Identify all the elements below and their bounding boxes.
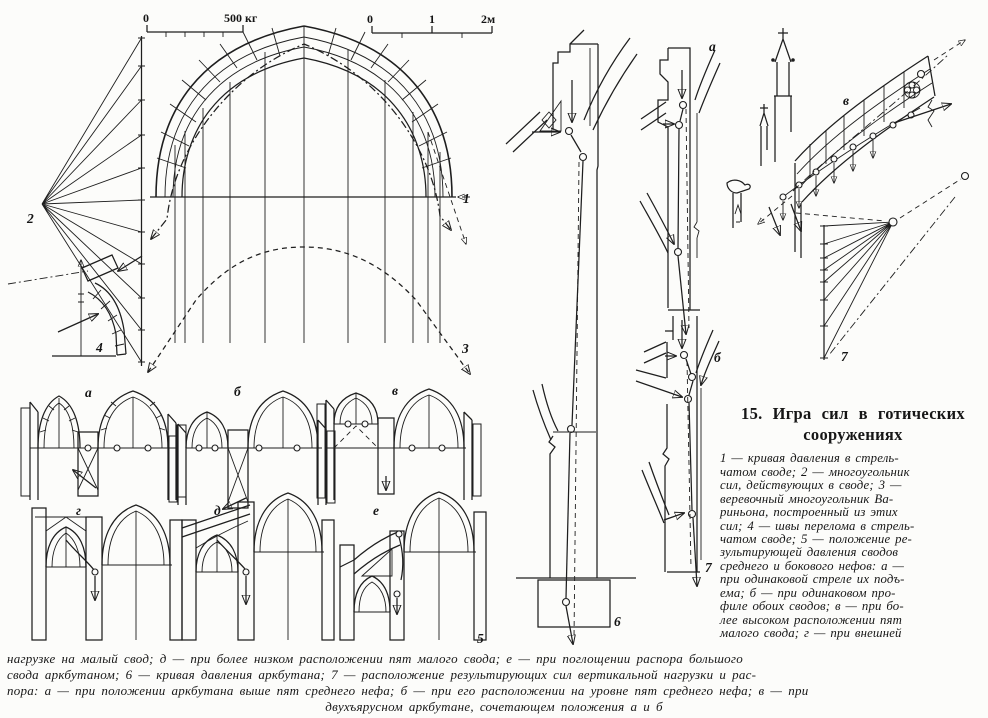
caption-bottom-line: нагрузке на малый свод; д — при более низком расположении пят малого свода; е — при поглощении распора большого [7,651,743,666]
flying-buttress-diagram [727,28,965,258]
vault-pair-diagram-a [21,385,186,500]
scale-bar-kg [143,11,258,37]
caption-line: среднего и бокового нефов: а — [720,558,905,573]
label-5: 5 [477,631,484,646]
caption-line: 1 — кривая давления в стрель- [720,451,899,466]
scale-bar-m [367,12,495,38]
caption-bottom-line: свода аркбутаном; 6 — кривая давления аркбутана; 7 — расположение результирующих сил вертикальной нагрузки и рас- [7,667,757,682]
label-row2-e: е [373,503,379,518]
figure-title-line1: 15. Игра сил в готических [741,404,965,423]
scale-m-zero: 0 [367,12,373,26]
pointed-arch-diagram [148,26,470,374]
label-row2-g: г [76,503,81,518]
force-polygon-diagram [26,36,145,366]
label-pier-b: б [714,350,721,365]
caption-line: филе обоих сводов; в — при бо- [720,599,904,614]
label-pier-a: а [709,39,716,54]
pier-diagram-b [636,316,722,586]
label-3: 3 [462,341,469,356]
vault-pair-diagram-b [169,384,335,509]
vault-pair-diagram-v [317,383,481,500]
buttress-pier-diagram [506,30,637,644]
figure-title [720,404,986,445]
label-row1-a: а [85,385,92,400]
caption-line: чатом своде; 2 — многоугольник [720,464,910,479]
label-7-pier: 7 [705,560,712,575]
resultant-fan-diagram [796,173,969,365]
figure-caption-bottom [7,651,981,715]
label-row1-b: б [234,384,241,399]
caption-line: чатом своде; 5 — положение ре- [720,531,912,546]
label-7-fan: 7 [841,349,848,364]
caption-line: при одинаковой стреле их подъ- [720,572,905,587]
caption-line: сил; 4 — швы перелома в стрель- [720,518,915,533]
caption-line: ема; б — при одинаковом про- [720,585,896,600]
label-row2-d: д [214,503,221,518]
caption-line: зультирующей давления сводов [720,545,899,560]
label-1: 1 [463,191,470,206]
caption-line: малого свода; г — при внешней [720,626,902,641]
label-row1-v: в [392,383,399,398]
figure-title-line2: сооружениях [803,424,903,444]
figure-caption-column [720,404,986,641]
caption-line: риньона, построенный из этих [720,505,898,520]
vault-pair-diagram-d [182,493,334,640]
label-6: 6 [614,614,621,629]
scale-kg-max: 500 кг [224,11,258,25]
pinnacle-spire [760,28,795,166]
caption-line: сил, действующих в своде; 3 — [720,478,902,493]
label-2: 2 [27,211,34,226]
scale-kg-zero: 0 [143,11,149,25]
label-4: 4 [96,340,103,355]
caption-line: веревочный многоугольник Ва- [720,491,894,506]
gargoyle-figure [727,180,750,228]
vault-pair-diagram-e [340,492,486,646]
label-buttress-v: в [843,93,850,108]
caption-bottom-line: пора: а — при положении аркбутана выше пят среднего нефа; б — при его расположении на уровне пят среднего нефа; в — при [7,683,809,698]
scale-m-one: 1 [429,12,435,26]
vault-pair-diagram-g [32,503,182,640]
scale-m-two: 2м [481,12,496,26]
caption-line: лее высоком расположении пят [720,612,903,627]
caption-bottom-line: двухъярусном аркбутане, сочетающем положения а и б [325,699,663,714]
pier-diagram-a [640,39,720,334]
figure-caption-lines [720,452,986,640]
